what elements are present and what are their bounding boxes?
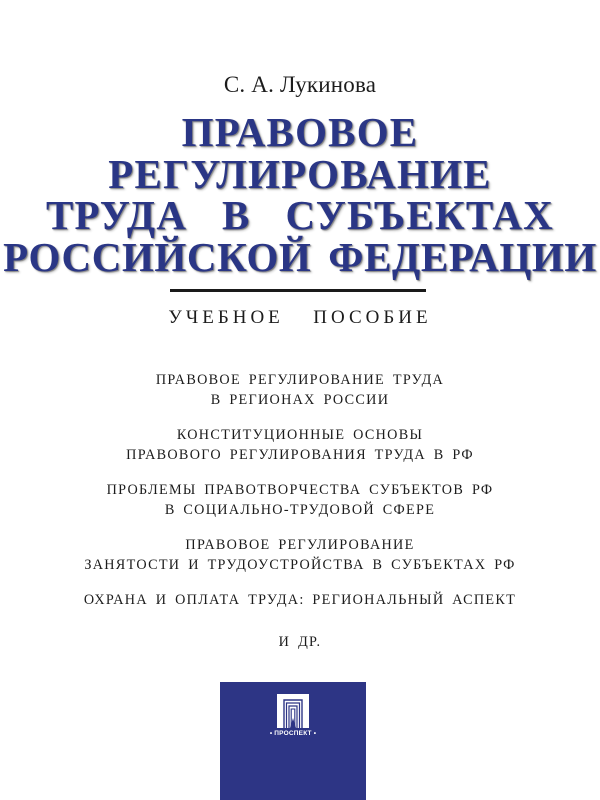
topic-line: ОХРАНА И ОПЛАТА ТРУДА: РЕГИОНАЛЬНЫЙ АСПЕКТ — [83, 592, 517, 608]
title-divider — [170, 289, 426, 292]
topic-line: ЗАНЯТОСТИ И ТРУДОУСТРОЙСТВА В СУБЪЕКТАХ РФ — [84, 557, 516, 573]
topic-item-etc — [0, 632, 600, 652]
topic-line: И ДР. — [278, 634, 322, 650]
arch-gate-icon — [277, 694, 309, 728]
author-name: С. А. Лукинова — [223, 72, 377, 97]
topic-line: КОНСТИТУЦИОННЫЕ ОСНОВЫ — [176, 427, 424, 443]
title-line-3: ТРУДА В СУБЪЕКТАХ — [46, 192, 554, 238]
topic-item — [0, 370, 600, 410]
topic-line: ПРАВОВОГО РЕГУЛИРОВАНИЯ ТРУДА В РФ — [126, 447, 474, 463]
book-subtitle: УЧЕБНОЕ ПОСОБИЕ — [168, 307, 432, 328]
topic-item — [0, 590, 600, 610]
title-line-1: ПРАВОВОЕ — [181, 109, 419, 155]
topic-item — [0, 425, 600, 465]
publisher-logo — [268, 694, 318, 744]
book-title — [0, 109, 600, 280]
topic-line: ПРОБЛЕМЫ ПРАВОТВОРЧЕСТВА СУБЪЕКТОВ РФ — [106, 482, 494, 498]
topics-list — [0, 370, 600, 674]
publisher-name: • ПРОСПЕКТ • — [269, 730, 317, 737]
title-line-4: РОССИЙСКОЙ ФЕДЕРАЦИИ — [3, 233, 597, 280]
topic-line: ПРАВОВОЕ РЕГУЛИРОВАНИЕ ТРУДА — [155, 372, 445, 388]
topic-item — [0, 535, 600, 575]
publisher-block — [220, 682, 366, 800]
topic-line: ПРАВОВОЕ РЕГУЛИРОВАНИЕ — [185, 537, 415, 553]
topic-item — [0, 480, 600, 520]
title-line-2: РЕГУЛИРОВАНИЕ — [108, 150, 492, 197]
topic-line: В СОЦИАЛЬНО-ТРУДОВОЙ СФЕРЕ — [164, 502, 436, 518]
topic-line: В РЕГИОНАХ РОССИИ — [210, 392, 390, 408]
